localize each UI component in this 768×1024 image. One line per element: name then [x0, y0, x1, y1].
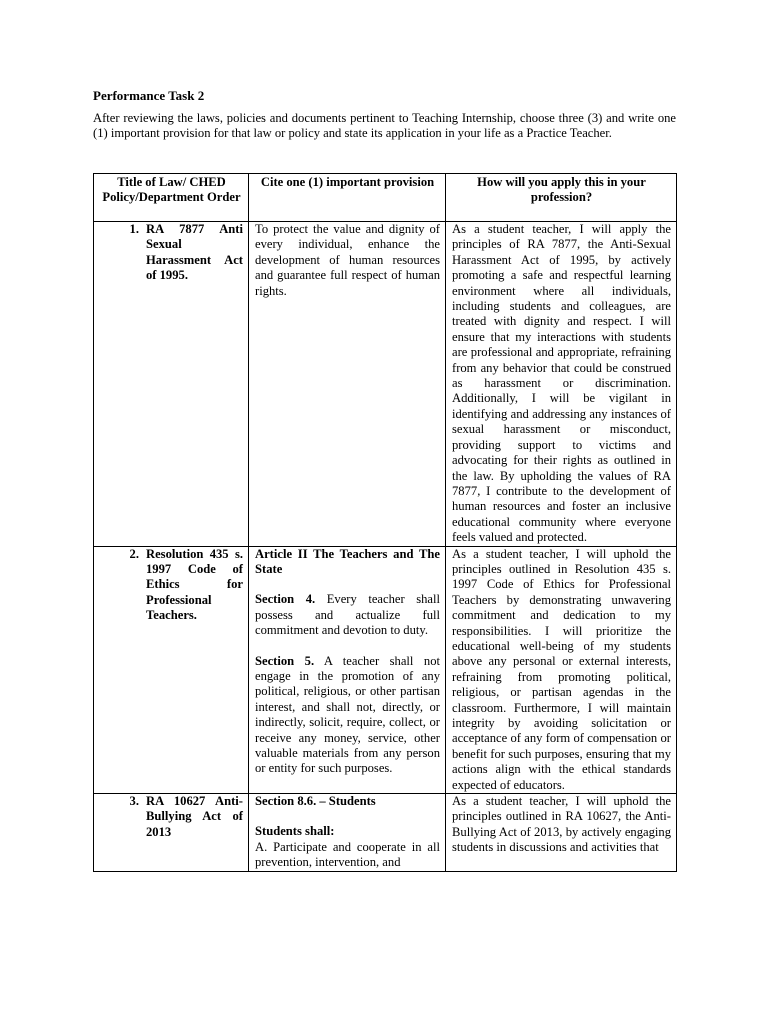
law-title: Resolution 435 s. 1997 Code of Ethics for Professional Teachers.: [146, 546, 243, 623]
provision-cell: [249, 794, 446, 872]
header-application: How will you apply this in your profession?: [446, 174, 677, 222]
header-provision: Cite one (1) important provision: [249, 174, 446, 222]
header-law-title: Title of Law/ CHED Policy/Department Order: [94, 174, 249, 222]
law-title: RA 10627 Anti-Bullying Act of 2013: [146, 794, 243, 839]
law-cell: [94, 222, 249, 547]
law-cell: [94, 794, 249, 872]
section-heading: Section 8.6. – Students: [255, 794, 376, 809]
row-number: 2.: [129, 546, 139, 561]
provision-text: To protect the value and dignity of every individual, enhance the development of human resources and guarantee full respect of human rights.: [255, 222, 440, 298]
table-row: [94, 794, 677, 872]
provision-cell: [249, 546, 446, 794]
application-text: As a student teacher, I will apply the principles of RA 7877, the Anti-Sexual Harassment Act of 1995, by actively promoting a safe and respectful learning environment where all individuals, including students and colleagues, are treated with dignity and respect. I will ensure that my interactions with students are professional and appropriate, refraining from any behavior that could be construed as harassment or discrimination. Additionally, I will be vigilant in identifying and addressing any instances of sexual harassment or misconduct, providing support to victims and advocating for their rights as outlined in the law. By upholding the values of RA 7877, I contribute to the development of human resources and foster an inclusive educational community where everyone feels valued and protected.: [452, 222, 671, 545]
article-heading: Article II The Teachers and The State: [255, 546, 440, 576]
section-5-text: A teacher shall not engage in the promotion of any political, religious, or other partisan interest, and shall not, directly, or indirectly, solicit, require, collect, or receive any money, service, other valuable materials from any person or entity for such purposes.: [255, 653, 440, 776]
provisions-table: [93, 173, 677, 872]
table-header-row: [94, 174, 677, 222]
page-title: Performance Task 2: [93, 88, 205, 103]
row-number: 1.: [129, 222, 139, 236]
law-cell: [94, 546, 249, 794]
section-5-label: Section 5.: [255, 653, 315, 668]
provision-item-a: A. Participate and cooperate in all prevention, intervention, and: [255, 839, 440, 870]
students-shall: Students shall:: [255, 824, 335, 839]
row-number: 3.: [129, 794, 139, 809]
table-row: [94, 546, 677, 794]
law-title: RA 7877 Anti Sexual Harassment Act of 1995.: [146, 222, 243, 283]
intro-paragraph: After reviewing the laws, policies and documents pertinent to Teaching Internship, choose three (3) and write one (1) important provision for that law or policy and state its application in your life as a Practice Teacher.: [93, 111, 676, 141]
application-text: As a student teacher, I will uphold the principles outlined in Resolution 435 s. 1997 Code of Ethics for Professional Teachers by demonstrating unwavering commitment and dedication to my responsibilities. I will prioritize the educational well-being of my students above any personal or external interests, refraining from promoting political, religious, or partisan agendas in the classroom. Furthermore, I will maintain integrity by avoiding solicitation or acceptance of any form of compensation or benefit for such purposes, ensuring that my actions align with the ethical standards expected of educators.: [452, 546, 671, 792]
application-text: As a student teacher, I will uphold the principles outlined in RA 10627, the Anti-Bullying Act of 2013, by actively engaging students in discussions and activities that: [452, 794, 671, 855]
application-cell: [446, 794, 677, 872]
application-cell: [446, 546, 677, 794]
section-4: [255, 592, 440, 638]
table-row: [94, 222, 677, 547]
provision-cell: [249, 222, 446, 547]
section-4-label: Section 4.: [255, 592, 316, 607]
section-5: [255, 654, 440, 777]
section-4-text: Every teacher shall possess and actualize full commitment and devotion to duty.: [255, 592, 440, 638]
application-cell: [446, 222, 677, 547]
